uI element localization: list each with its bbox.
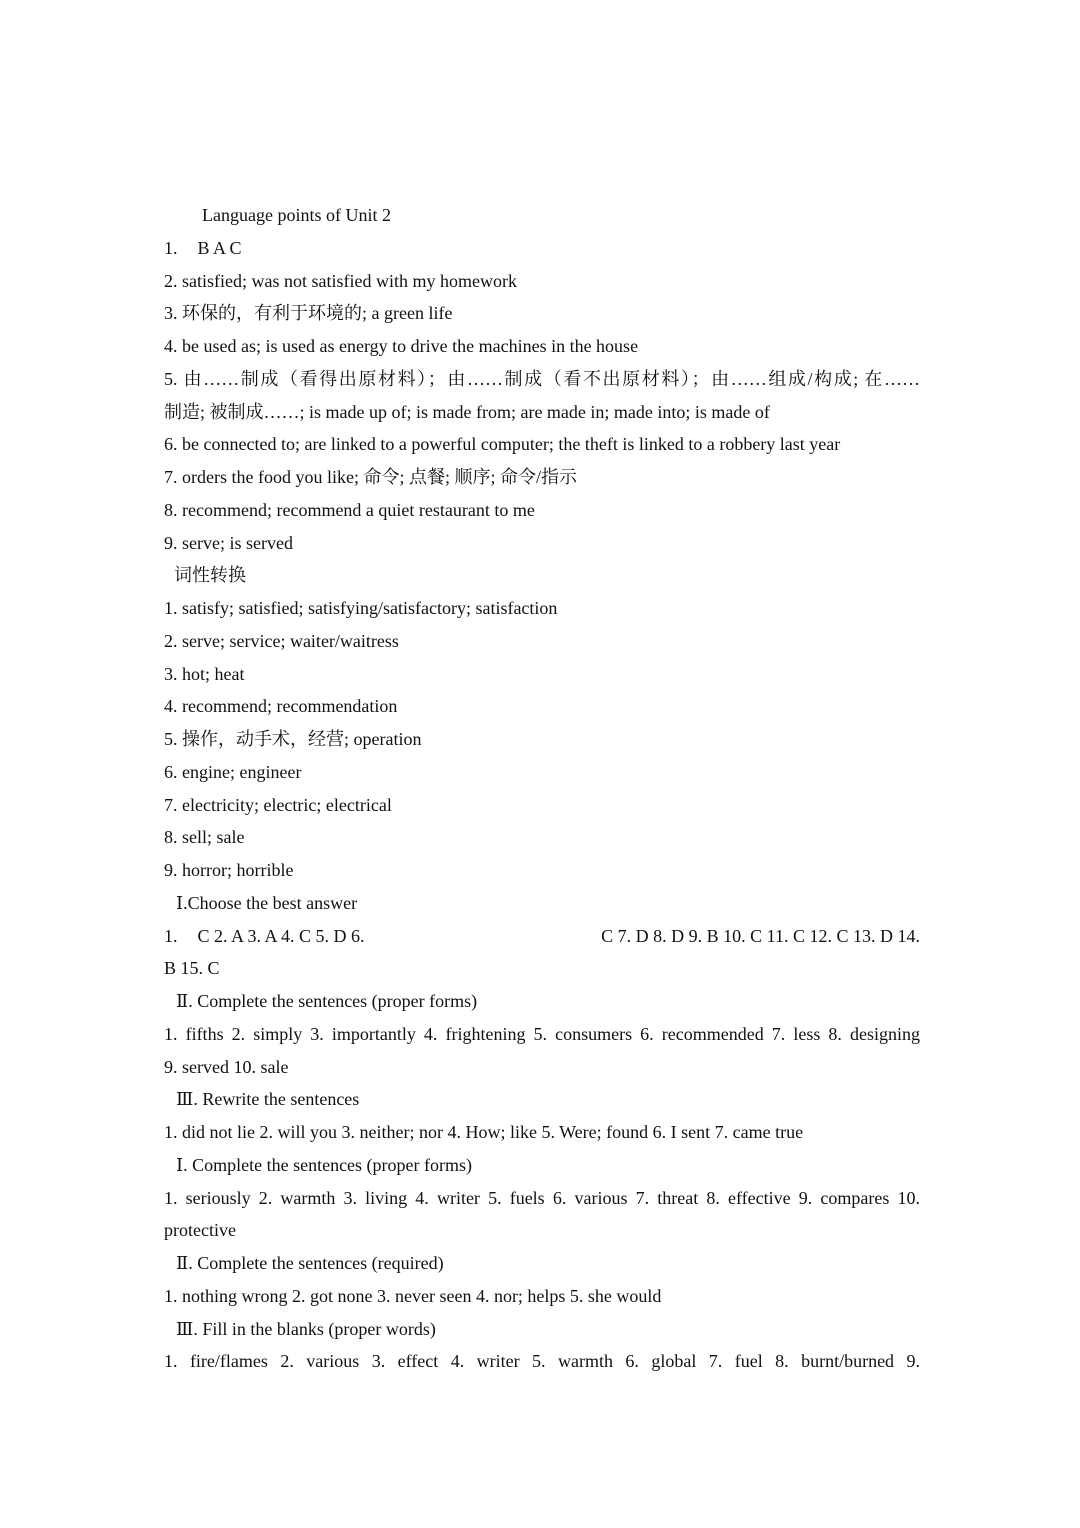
- section-heading-complete-proper-forms: Ⅱ. Complete the sentences (proper forms): [176, 991, 478, 1011]
- required-answers-line: 1. nothing wrong 2. got none 3. never seen 4. nor; helps 5. she would: [164, 1285, 662, 1306]
- section-heading-word-forms: 词性转换: [174, 565, 246, 586]
- section-heading-choose-best-answer: Ⅰ.Choose the best answer: [176, 892, 358, 913]
- answer-line-5: 5. 由……制成（看得出原材料）；由……制成（看不出原材料）；由……组成/构成; 在……: [164, 368, 920, 389]
- choice-answers-continued: B 15. C: [164, 958, 220, 979]
- document-title: Language points of Unit 2: [202, 205, 391, 225]
- section-heading-complete-proper-forms-2: Ⅰ. Complete the sentences (proper forms): [176, 1154, 473, 1175]
- choice-answers-left: [164, 920, 365, 953]
- proper-forms-answers-line: 1. fifths 2. simply 3. importantly 4. frightening 5. consumers 6. recommended 7. less 8. designing: [164, 1023, 920, 1044]
- answer-line-9: 9. serve; is served: [164, 532, 293, 553]
- word-form-line-5: 5. 操作，动手术，经营; operation: [164, 729, 422, 749]
- fill-blanks-answers-line: 1. fire/flames 2. various 3. effect 4. writer 5. warmth 6. global 7. fuel 8. burnt/burned 9.: [164, 1351, 920, 1372]
- rewrite-answers-line: 1. did not lie 2. will you 3. neither; nor 4. How; like 5. Were; found 6. I sent 7. came true: [164, 1122, 804, 1142]
- word-form-line-6: 6. engine; engineer: [164, 761, 302, 782]
- proper-forms-answers-continued: 9. served 10. sale: [164, 1056, 289, 1077]
- choice-answers-part-2: C 7. D 8. D 9. B 10. C 11. C 12. C 13. D 14.: [601, 925, 920, 946]
- choice-answers-line: [164, 920, 920, 953]
- word-form-line-7: 7. electricity; electric; electrical: [164, 794, 392, 815]
- answer-text: B A C: [197, 237, 242, 258]
- word-form-line-8: 8. sell; sale: [164, 827, 245, 848]
- word-form-line-3: 3. hot; heat: [164, 663, 245, 684]
- word-form-line-2: 2. serve; service; waiter/waitress: [164, 630, 399, 651]
- choice-answers-part-1: C 2. A 3. A 4. C 5. D 6.: [197, 925, 365, 946]
- document-body: [164, 199, 920, 1378]
- answer-line-3: 3. 环保的，有利于环境的; a green life: [164, 303, 453, 324]
- proper-forms-2-answers-line: 1. seriously 2. warmth 3. living 4. writer 5. fuels 6. various 7. threat 8. effective 9. compares 10.: [164, 1187, 920, 1208]
- answer-line-7: 7. orders the food you like; 命令; 点餐; 顺序; 命令/指示: [164, 467, 577, 487]
- section-heading-complete-required: Ⅱ. Complete the sentences (required): [176, 1253, 444, 1273]
- answer-number: 1.: [164, 237, 178, 258]
- answer-line-1: [164, 232, 920, 265]
- choice-number: 1.: [164, 925, 178, 946]
- proper-forms-2-answers-continued: protective: [164, 1220, 236, 1241]
- answer-line-4: 4. be used as; is used as energy to drive the machines in the house: [164, 336, 639, 356]
- section-heading-fill-blanks: Ⅲ. Fill in the blanks (proper words): [176, 1318, 436, 1339]
- answer-line-5-continued: 制造; 被制成……; is made up of; is made from; are made in; made into; is made of: [164, 401, 770, 422]
- answer-line-6: 6. be connected to; are linked to a powerful computer; the theft is linked to a robbery last year: [164, 434, 841, 455]
- answer-line-2: 2. satisfied; was not satisfied with my homework: [164, 270, 517, 291]
- word-form-line-1: 1. satisfy; satisfied; satisfying/satisfactory; satisfaction: [164, 598, 558, 618]
- section-heading-rewrite-sentences: Ⅲ. Rewrite the sentences: [176, 1089, 360, 1110]
- answer-line-8: 8. recommend; recommend a quiet restaurant to me: [164, 499, 535, 520]
- word-form-line-9: 9. horror; horrible: [164, 860, 294, 880]
- word-form-line-4: 4. recommend; recommendation: [164, 696, 398, 717]
